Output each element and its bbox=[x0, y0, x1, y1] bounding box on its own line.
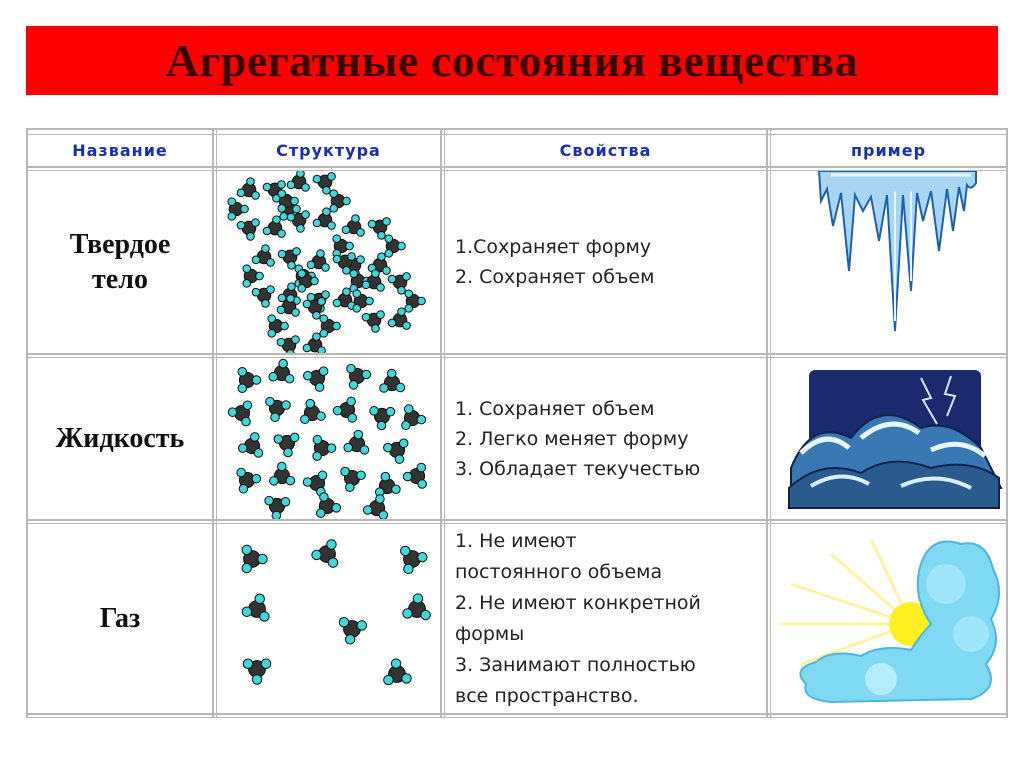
hydrogen-atom bbox=[256, 272, 264, 280]
hydrogen-atom bbox=[268, 330, 276, 338]
hydrogen-atom bbox=[297, 225, 305, 233]
row-solid-name-line2: тело bbox=[92, 264, 148, 295]
hydrogen-atom bbox=[247, 178, 255, 186]
hydrogen-atom bbox=[287, 213, 295, 221]
hydrogen-atom bbox=[243, 265, 251, 273]
hydrogen-atom bbox=[298, 285, 306, 293]
hydrogen-atom bbox=[379, 511, 388, 519]
hydrogen-atom bbox=[380, 384, 389, 393]
hydrogen-atom bbox=[339, 618, 348, 627]
hydrogen-atom bbox=[313, 435, 322, 444]
hydrogen-atom bbox=[342, 226, 350, 234]
hydrogen-atom bbox=[228, 198, 236, 206]
hydrogen-atom bbox=[353, 290, 361, 298]
hydrogen-atom bbox=[262, 245, 270, 253]
hydrogen-atom bbox=[242, 417, 251, 426]
hydrogen-atom bbox=[228, 408, 237, 417]
hydrogen-atom bbox=[281, 322, 289, 330]
hydrogen-atom bbox=[348, 414, 357, 423]
hydrogen-atom bbox=[252, 256, 260, 264]
hydrogen-atom bbox=[384, 443, 393, 452]
page-title: Агрегатные состояния вещества bbox=[165, 35, 859, 86]
waves-icon bbox=[771, 358, 1006, 519]
hydrogen-atom bbox=[398, 308, 406, 316]
hydrogen-atom bbox=[333, 406, 342, 415]
hydrogen-atom bbox=[258, 554, 267, 563]
hydrogen-atom bbox=[418, 297, 426, 305]
header-properties: Свойства bbox=[559, 141, 652, 160]
hydrogen-atom bbox=[285, 374, 294, 383]
solid-property-1: 1.Сохраняет форму bbox=[455, 236, 652, 258]
hydrogen-atom bbox=[391, 659, 400, 668]
hydrogen-atom bbox=[277, 306, 285, 314]
hydrogen-atom bbox=[405, 290, 413, 298]
hydrogen-atom bbox=[269, 372, 278, 381]
hydrogen-atom bbox=[277, 338, 285, 346]
hydrogen-atom bbox=[327, 540, 336, 549]
hydrogen-atom bbox=[323, 186, 331, 194]
liquid-property-2: 2. Легко меняет форму bbox=[455, 427, 689, 450]
hydrogen-atom bbox=[354, 430, 363, 439]
hydrogen-atom bbox=[278, 181, 286, 189]
hydrogen-atom bbox=[357, 621, 366, 630]
hydrogen-atom bbox=[313, 175, 321, 183]
hydrogen-atom bbox=[238, 367, 247, 376]
row-liquid-properties bbox=[445, 358, 766, 519]
row-gas-example bbox=[771, 524, 1006, 713]
hydrogen-atom bbox=[392, 485, 401, 494]
hydrogen-atom bbox=[402, 421, 411, 430]
gas-property-1b: постоянного объема bbox=[455, 560, 663, 583]
hydrogen-atom bbox=[297, 171, 305, 177]
row-gas-name-line1: Газ bbox=[99, 603, 141, 634]
hydrogen-atom bbox=[417, 463, 426, 472]
hydrogen-atom bbox=[302, 211, 310, 219]
hydrogen-atom bbox=[384, 675, 393, 684]
hydrogen-atom bbox=[278, 190, 286, 198]
hydrogen-atom bbox=[279, 359, 288, 368]
hydrogen-atom bbox=[362, 370, 371, 379]
hydrogen-atom bbox=[278, 462, 287, 471]
hydrogen-atom bbox=[237, 468, 246, 477]
hydrogen-atom bbox=[313, 333, 321, 341]
hydrogen-atom bbox=[311, 277, 319, 285]
hydrogen-atom bbox=[270, 477, 279, 486]
hydrogen-atom bbox=[252, 474, 261, 483]
hydrogen-atom bbox=[328, 558, 337, 567]
hydrogen-atom bbox=[323, 208, 331, 216]
hydrogen-atom bbox=[237, 221, 245, 229]
hydrogen-atom bbox=[265, 496, 274, 505]
hydrogen-atom bbox=[260, 612, 269, 621]
hydrogen-atom bbox=[255, 594, 264, 603]
hydrogen-atom bbox=[405, 305, 413, 313]
hydrogen-atom bbox=[263, 227, 271, 235]
hydrogen-atom bbox=[344, 443, 353, 452]
hydrogen-atom bbox=[328, 173, 336, 181]
hydrogen-atom bbox=[376, 495, 385, 504]
hydrogen-atom bbox=[278, 230, 286, 238]
hydrogen-atom bbox=[357, 229, 365, 237]
row-liquid-structure bbox=[217, 358, 440, 519]
hydrogen-atom bbox=[357, 256, 365, 264]
hydrogen-atom bbox=[330, 205, 338, 213]
hydrogen-atom bbox=[243, 280, 251, 288]
hydrogen-atom bbox=[263, 183, 271, 191]
hydrogen-atom bbox=[398, 242, 406, 250]
hydrogen-atom bbox=[403, 273, 411, 281]
hydrogen-atom bbox=[272, 511, 281, 519]
hydrogen-atom bbox=[352, 215, 360, 223]
hydrogen-atom bbox=[328, 222, 336, 230]
hydrogen-atom bbox=[404, 564, 413, 573]
hydrogen-atom bbox=[381, 472, 390, 481]
hydrogen-atom bbox=[307, 261, 315, 269]
hydrogen-atom bbox=[413, 594, 422, 603]
hydrogen-atom bbox=[350, 270, 358, 278]
row-liquid-name-line1: Жидкость bbox=[55, 423, 185, 454]
hydrogen-atom bbox=[274, 435, 283, 444]
hydrogen-atom bbox=[288, 283, 296, 291]
hydrogen-atom bbox=[333, 299, 341, 307]
hydrogen-atom bbox=[333, 255, 341, 263]
hydrogen-atom bbox=[282, 401, 291, 410]
hydrogen-atom bbox=[320, 315, 328, 323]
hydrogen-atom bbox=[242, 545, 251, 554]
hydrogen-atom bbox=[312, 550, 321, 559]
hydrogen-atom bbox=[288, 261, 296, 269]
hydrogen-atom bbox=[293, 248, 301, 256]
hydrogen-atom bbox=[357, 471, 366, 480]
hydrogen-atom bbox=[238, 444, 247, 453]
hydrogen-atom bbox=[252, 288, 260, 296]
hydrogen-atom bbox=[362, 281, 370, 289]
cloud-sun-icon bbox=[771, 524, 1006, 713]
hydrogen-atom bbox=[383, 218, 391, 226]
hydrogen-atom bbox=[418, 552, 427, 561]
hydrogen-atom bbox=[267, 286, 275, 294]
hydrogen-atom bbox=[346, 242, 354, 250]
hydrogen-atom bbox=[395, 455, 404, 464]
icicles-icon bbox=[771, 171, 1006, 353]
hydrogen-atom bbox=[242, 563, 251, 572]
hydrogen-atom bbox=[317, 250, 325, 258]
hydrogen-atom bbox=[396, 383, 405, 392]
header-name: Название bbox=[72, 141, 168, 160]
hydrogen-atom bbox=[372, 270, 380, 278]
hydrogen-atom bbox=[271, 413, 280, 422]
hydrogen-atom bbox=[313, 452, 322, 461]
hydrogen-atom bbox=[292, 309, 300, 317]
header-example: пример bbox=[850, 141, 927, 160]
hydrogen-atom bbox=[320, 493, 329, 502]
hydrogen-atom bbox=[261, 659, 270, 668]
hydrogen-atom bbox=[387, 369, 396, 378]
hydrogen-atom bbox=[284, 448, 293, 457]
hydrogen-atom bbox=[301, 415, 310, 424]
row-solid-structure bbox=[217, 171, 440, 353]
hydrogen-atom bbox=[243, 401, 252, 410]
hydrogen-atom bbox=[252, 675, 261, 684]
hydrogen-atom bbox=[360, 446, 369, 455]
gas-molecules-icon bbox=[217, 524, 440, 713]
gas-property-2: 2. Не имеют конкретной bbox=[455, 591, 701, 614]
hydrogen-atom bbox=[403, 609, 412, 618]
hydrogen-atom bbox=[377, 421, 386, 430]
hydrogen-atom bbox=[287, 350, 295, 353]
hydrogen-atom bbox=[347, 397, 356, 406]
hydrogen-atom bbox=[349, 381, 358, 390]
hydrogen-atom bbox=[267, 259, 275, 267]
row-gas-structure bbox=[217, 524, 440, 713]
liquid-property-1: 1. Сохраняет объем bbox=[455, 397, 655, 420]
hydrogen-atom bbox=[247, 233, 255, 241]
hydrogen-atom bbox=[291, 197, 299, 205]
hydrogen-atom bbox=[278, 294, 286, 302]
hydrogen-atom bbox=[363, 506, 372, 515]
gas-property-3: 3. Занимают полностью bbox=[455, 653, 696, 676]
hydrogen-atom bbox=[372, 325, 380, 333]
header-structure: Структура bbox=[276, 141, 381, 160]
row-solid-example bbox=[771, 171, 1006, 353]
hydrogen-atom bbox=[378, 231, 386, 239]
hydrogen-atom bbox=[303, 300, 311, 308]
hydrogen-atom bbox=[327, 444, 336, 453]
hydrogen-atom bbox=[293, 205, 301, 213]
hydrogen-atom bbox=[368, 220, 376, 228]
hydrogen-atom bbox=[237, 189, 245, 197]
row-gas-properties bbox=[445, 524, 766, 713]
title-banner bbox=[26, 26, 998, 95]
hydrogen-atom bbox=[322, 291, 330, 299]
hydrogen-atom bbox=[333, 235, 341, 243]
hydrogen-atom bbox=[287, 295, 295, 303]
hydrogen-atom bbox=[239, 485, 248, 494]
hydrogen-atom bbox=[313, 311, 321, 319]
liquid-property-3: 3. Обладает текучестью bbox=[455, 457, 701, 480]
hydrogen-atom bbox=[320, 330, 328, 338]
hydrogen-atom bbox=[401, 546, 410, 555]
hydrogen-atom bbox=[418, 480, 427, 489]
hydrogen-atom bbox=[341, 467, 350, 476]
hydrogen-atom bbox=[317, 412, 326, 421]
hydrogen-atom bbox=[333, 322, 341, 330]
liquid-molecules-icon bbox=[217, 358, 440, 519]
hydrogen-atom bbox=[306, 399, 315, 408]
states-table bbox=[26, 128, 1008, 718]
hydrogen-atom bbox=[303, 344, 311, 352]
hydrogen-atom bbox=[228, 213, 236, 221]
hydrogen-atom bbox=[273, 216, 281, 224]
hydrogen-atom bbox=[347, 364, 356, 373]
gas-property-2b: формы bbox=[455, 622, 525, 645]
hydrogen-atom bbox=[280, 213, 288, 221]
hydrogen-atom bbox=[330, 190, 338, 198]
hydrogen-atom bbox=[278, 205, 286, 213]
hydrogen-atom bbox=[353, 305, 361, 313]
hydrogen-atom bbox=[315, 383, 324, 392]
hydrogen-atom bbox=[388, 319, 396, 327]
hydrogen-atom bbox=[399, 439, 408, 448]
hydrogen-atom bbox=[304, 371, 313, 380]
hydrogen-atom bbox=[252, 219, 260, 227]
row-liquid-name bbox=[28, 358, 212, 519]
hydrogen-atom bbox=[251, 433, 260, 442]
hydrogen-atom bbox=[254, 449, 263, 458]
hydrogen-atom bbox=[343, 266, 351, 274]
row-liquid-example bbox=[771, 358, 1006, 519]
gas-property-3b: все пространство. bbox=[455, 684, 639, 707]
hydrogen-atom bbox=[316, 509, 325, 518]
row-solid-name-line1: Твердое bbox=[69, 229, 171, 260]
hydrogen-atom bbox=[252, 376, 261, 385]
hydrogen-atom bbox=[366, 297, 374, 305]
hydrogen-atom bbox=[370, 407, 379, 416]
hydrogen-atom bbox=[241, 205, 249, 213]
hydrogen-atom bbox=[417, 415, 426, 424]
hydrogen-atom bbox=[385, 235, 393, 243]
hydrogen-atom bbox=[398, 286, 406, 294]
gas-property-1: 1. Не имеют bbox=[455, 529, 577, 552]
hydrogen-atom bbox=[266, 397, 275, 406]
hydrogen-atom bbox=[388, 275, 396, 283]
hydrogen-atom bbox=[298, 270, 306, 278]
solid-lattice-icon bbox=[217, 171, 440, 353]
hydrogen-atom bbox=[268, 315, 276, 323]
hydrogen-atom bbox=[319, 367, 328, 376]
hydrogen-atom bbox=[385, 250, 393, 258]
hydrogen-atom bbox=[386, 407, 395, 416]
hydrogen-atom bbox=[286, 476, 295, 485]
hydrogen-atom bbox=[292, 336, 300, 344]
hydrogen-atom bbox=[403, 472, 412, 481]
hydrogen-atom bbox=[252, 192, 260, 200]
hydrogen-atom bbox=[362, 313, 370, 321]
hydrogen-atom bbox=[242, 607, 251, 616]
row-solid-properties bbox=[445, 171, 766, 353]
hydrogen-atom bbox=[345, 635, 354, 644]
hydrogen-atom bbox=[404, 405, 413, 414]
row-gas-name bbox=[28, 524, 212, 713]
hydrogen-atom bbox=[290, 433, 299, 442]
hydrogen-atom bbox=[343, 197, 351, 205]
hydrogen-atom bbox=[302, 184, 310, 192]
hydrogen-atom bbox=[383, 267, 391, 275]
hydrogen-atom bbox=[238, 384, 247, 393]
hydrogen-atom bbox=[318, 298, 326, 306]
hydrogen-atom bbox=[403, 322, 411, 330]
hydrogen-atom bbox=[322, 264, 330, 272]
hydrogen-atom bbox=[343, 288, 351, 296]
hydrogen-atom bbox=[318, 347, 326, 353]
solid-property-2: 2. Сохраняет объем bbox=[455, 266, 655, 288]
hydrogen-atom bbox=[281, 498, 290, 507]
hydrogen-atom bbox=[332, 504, 341, 513]
hydrogen-atom bbox=[278, 250, 286, 258]
hydrogen-atom bbox=[378, 253, 386, 261]
hydrogen-atom bbox=[318, 471, 327, 480]
hydrogen-atom bbox=[421, 610, 430, 619]
hydrogen-atom bbox=[287, 181, 295, 189]
hydrogen-atom bbox=[313, 219, 321, 227]
hydrogen-atom bbox=[377, 311, 385, 319]
hydrogen-atom bbox=[348, 253, 356, 261]
hydrogen-atom bbox=[402, 674, 411, 683]
hydrogen-atom bbox=[262, 300, 270, 308]
row-solid-name bbox=[28, 171, 212, 353]
hydrogen-atom bbox=[303, 478, 312, 487]
hydrogen-atom bbox=[377, 284, 385, 292]
hydrogen-atom bbox=[243, 659, 252, 668]
hydrogen-atom bbox=[346, 483, 355, 492]
